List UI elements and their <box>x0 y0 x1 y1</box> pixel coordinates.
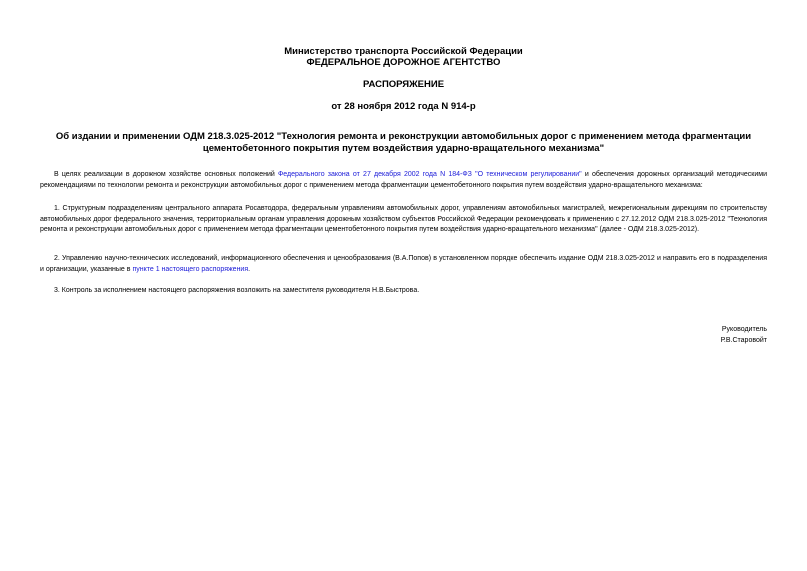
document-date: от 28 ноября 2012 года N 914-р <box>331 101 476 112</box>
item-1-paragraph: 1. Структурным подразделениям центрального аппарата Росавтодора, федеральным управлениям автомобильных дорог, управлениям автомобильных магистралей, межрегиональным дирекциям по строительству автомобильных дорог федерального значения, территориальным органам управления дорожным хозяйством субъектов Российской Федерации рекомендовать к применению с 27.12.2012 ОДМ 218.3.025-2012 "Технология ремонта и реконструкции автомобильных дорог с применением метода фрагментации цементобетонного покрытия путем воздействия ударно-вращательного механизма" (далее - ОДМ 218.3.025-2012). <box>40 205 767 233</box>
title-line-2: цементобетонного покрытия путем воздействия ударно-вращательного механизма" <box>202 143 605 154</box>
intro-text-before: В целях реализации в дорожном хозяйстве основных положений <box>54 171 278 178</box>
document-title <box>40 131 767 155</box>
document-type: РАСПОРЯЖЕНИЕ <box>362 79 445 90</box>
item-2-paragraph <box>40 254 767 275</box>
agency-name: ФЕДЕРАЛЬНОЕ ДОРОЖНОЕ АГЕНТСТВО <box>306 57 501 68</box>
title-line-1: Об издании и применении ОДМ 218.3.025-2012 "Технология ремонта и реконструкции автомобильных дорог с применением метода фрагментации <box>55 131 752 142</box>
intro-paragraph <box>40 170 767 191</box>
signatory-name: Р.В.Старовойт <box>720 337 767 344</box>
item-2-text-after: . <box>248 265 251 273</box>
ministry-name: Министерство транспорта Российской Федерации <box>284 46 523 57</box>
item-2-text-before: 2. Управлению научно-технических исследований, информационного обеспечения и ценообразования (В.А.Попов) в установленном порядке обеспечить издание ОДМ 218.3.025-2012 и направить его в подразделения и организации, указанные в <box>40 255 767 273</box>
intro-text-after: и обеспечения дорожных организаций методическими рекомендациями по технологии ремонта и реконструкции автомобильных дорог с применением метода фрагментации цементобетонного покрытия путем воздействия ударно-вращательного механизма: <box>40 171 767 189</box>
federal-law-link[interactable]: Федерального закона от 27 декабря 2002 года N 184-ФЗ "О техническом регулировании" <box>277 171 582 178</box>
item-3-paragraph: 3. Контроль за исполнением настоящего распоряжения возложить на заместителя руководителя Н.В.Быстрова. <box>54 287 420 294</box>
signatory-position: Руководитель <box>721 326 767 333</box>
clause-1-link[interactable]: пункте 1 настоящего распоряжения <box>132 265 249 273</box>
